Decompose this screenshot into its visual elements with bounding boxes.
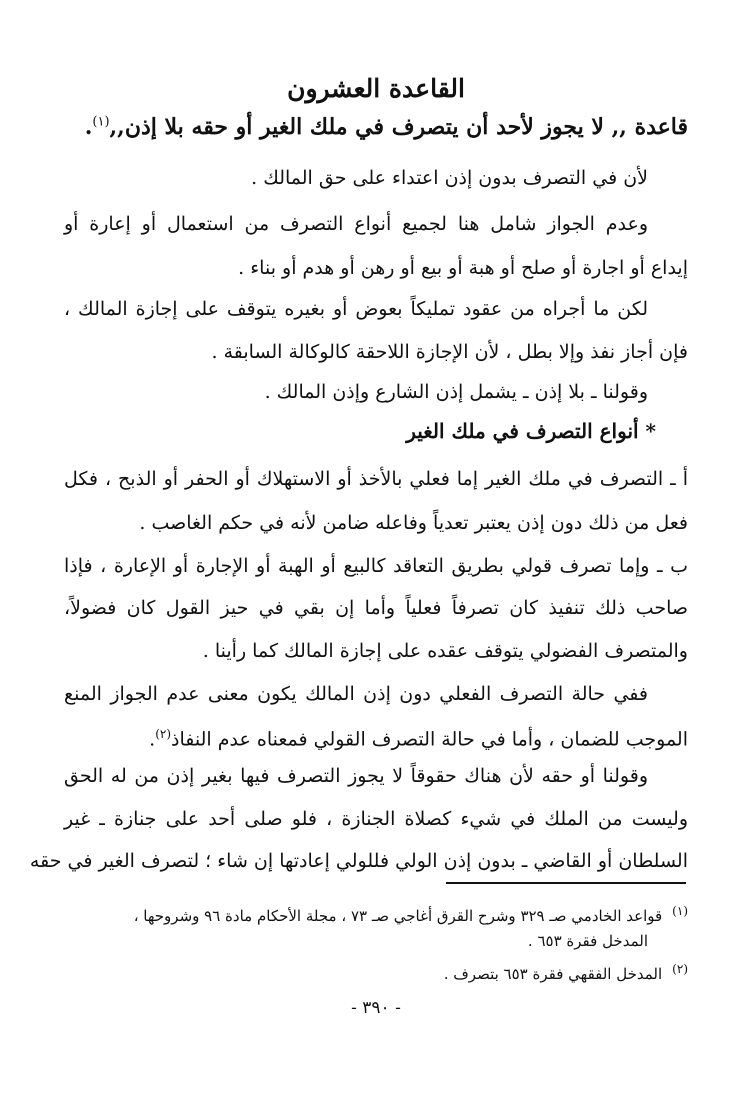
body-line-13-text: الموجب للضمان ، وأما في حالة التصرف القولي فمعناه عدم النفاذ	[171, 728, 688, 751]
footnote-separator	[446, 882, 686, 884]
body-line-2: وعدم الجواز شامل هنا لجميع أنواع التصرف من استعمال أو إعارة أو	[64, 213, 648, 235]
footnote-2	[444, 958, 688, 985]
body-line-5: فإن أجاز نفذ وإلا بطل ، لأن الإجازة اللاحقة كالوكالة السابقة .	[211, 341, 688, 363]
footnote-ref-2: (٢)	[155, 727, 172, 741]
body-line-13	[64, 720, 688, 753]
page-title: القاعدة العشرون	[287, 74, 465, 103]
body-line-12: ففي حالة التصرف الفعلي دون إذن المالك يكون معنى عدم الجواز المنع	[64, 683, 648, 705]
body-line-13-end: .	[149, 728, 156, 751]
footnote-1-text: قواعد الخادمي صـ ٣٢٩ وشرح القرق أغاجي صـ ٧٣ ، مجلة الأحكام مادة ٩٦ وشروحها ،	[133, 907, 663, 925]
footnote-2-number: (٢)	[672, 962, 688, 976]
page-number: - ٣٩٠ -	[351, 998, 401, 1018]
body-line-9: ب ـ وإما تصرف قولي بطريق التعاقد كالبيع أو الهبة أو الإجارة أو الإعارة ، فإذا	[64, 555, 688, 577]
rule-end: .	[84, 114, 93, 140]
body-line-3: إيداع أو اجارة أو صلح أو هبة أو بيع أو رهن أو هدم أو بناء .	[238, 257, 688, 279]
footnote-ref-1: (١)	[92, 114, 110, 130]
rule-text: قاعدة ,, لا يجوز لأحد أن يتصرف في ملك الغير أو حقه بلا إذن,,	[109, 114, 688, 140]
body-line-1: لأن في التصرف بدون إذن اعتداء على حق المالك .	[251, 167, 648, 189]
section-heading: * أنواع التصرف في ملك الغير	[406, 419, 656, 443]
rule-statement	[84, 114, 688, 140]
body-line-10: صاحب ذلك تنفيذ كان تصرفاً فعلياً وأما إن بقي في حيز القول كان فضولاً،	[64, 597, 688, 619]
body-line-6: وقولنا ـ بلا إذن ـ يشمل إذن الشارع وإذن المالك .	[264, 381, 648, 403]
footnote-1-number: (١)	[672, 904, 688, 918]
footnote-1-line-2: المدخل فقرة ٦٥٣ .	[527, 932, 648, 950]
body-line-15: وليست من الملك في شيء كصلاة الجنازة ، فلو صلى أحد على جنازة ـ غير	[64, 808, 688, 830]
body-line-4: لكن ما أجراه من عقود تمليكاً بعوض أو بغيره يتوقف على إجازة المالك ،	[64, 298, 648, 320]
body-line-11: والمتصرف الفضولي يتوقف عقده على إجازة المالك كما رأينا .	[202, 640, 688, 662]
body-line-7: أ ـ التصرف في ملك الغير إما فعلي بالأخذ أو الاستهلاك أو الحفر أو الذبح ، فكل	[64, 468, 688, 490]
body-line-8: فعل من ذلك دون إذن يعتبر تعدياً وفاعله ضامن لأنه في حكم الغاصب .	[139, 512, 688, 534]
footnote-1	[134, 900, 688, 927]
footnote-2-text: المدخل الفقهي فقرة ٦٥٣ بتصرف .	[443, 965, 663, 983]
body-line-14: وقولنا أو حقه لأن هناك حقوقاً لا يجوز التصرف فيها بغير إذن من له الحق	[64, 765, 648, 787]
body-line-16: السلطان أو القاضي ـ بدون إذن الولي فللولي إعادتها إن شاء ؛ لتصرف الغير في حقه	[29, 850, 688, 872]
